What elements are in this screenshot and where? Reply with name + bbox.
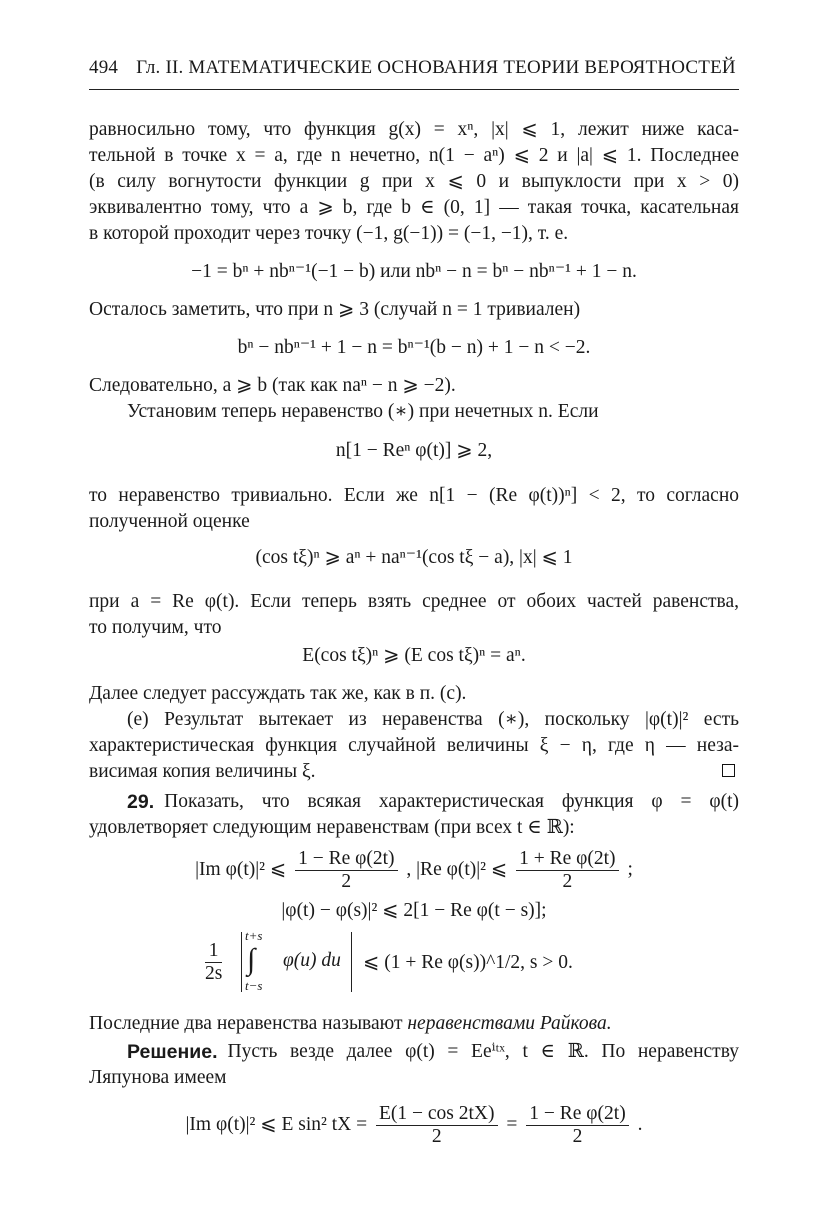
equals-sign: = [506,1114,518,1135]
fraction [295,848,397,893]
text-line: Следовательно, a ⩾ b (так как naⁿ − n ⩾ −2). [89,375,456,396]
qed-square-icon [722,764,735,777]
abs-bar-left [241,932,242,992]
running-header [89,57,739,79]
equation-estimate: bⁿ − nbⁿ⁻¹ + 1 − n = bⁿ⁻¹(b − n) + 1 − n < −2. [237,337,591,358]
equation-expectation: E(cos tξ)ⁿ ⩾ (E cos tξ)ⁿ = aⁿ. [302,645,526,666]
equation-tangent: −1 = bⁿ + nbⁿ⁻¹(−1 − b) или nbⁿ − n = bⁿ − nbⁿ⁻¹ + 1 − n. [191,261,637,282]
text-line: полученной оценке [89,511,250,532]
denominator: 2 [431,1126,442,1148]
text-line: характеристическая функция случайной величины ξ − η, где η — неза- [89,735,739,756]
equation-condition: n[1 − Reⁿ φ(t)] ⩾ 2, [335,440,493,461]
fraction [526,1103,628,1148]
numerator: 1 [205,940,222,963]
text-line: в которой проходит через точку (−1, g(−1)) = (−1, −1), т. е. [89,223,569,244]
inequality-difference: |φ(t) − φ(s)|² ⩽ 2[1 − Re φ(t − s)]; [281,900,547,921]
problem-number: 29. [127,791,155,813]
text-line: равносильно тому, что функция g(x) = xⁿ, |x| ⩽ 1, лежит ниже каса- [89,119,739,140]
inequality-lyapunov [89,1100,739,1150]
text-line: Ляпунова имеем [89,1067,227,1088]
equation-cosine: (cos tξ)ⁿ ⩾ aⁿ + naⁿ⁻¹(cos tξ − a), |x| ⩽ 1 [255,547,573,568]
text-line: удовлетворяет следующим неравенствам (при всех t ∈ ℝ): [89,817,575,838]
text-line: Далее следует рассуждать так же, как в п. (c). [89,683,467,704]
header-rule [89,89,739,90]
raikov-emphasis: неравенствами Райкова. [407,1013,612,1034]
numerator: 1 + Re φ(2t) [516,848,618,871]
text-line: тельной в точке x = a, где n нечетно, n(1 − aⁿ) ⩽ 2 и |a| ⩽ 1. Последнее [89,145,739,166]
running-title: Гл. II. МАТЕМАТИЧЕСКИЕ ОСНОВАНИЯ ТЕОРИИ ВЕРОЯТНОСТЕЙ [136,57,736,78]
ineq-end: ; [627,859,633,880]
denominator: 2s [205,963,223,984]
denominator: 2 [572,1126,583,1148]
ineq-end: . [637,1114,643,1135]
denominator: 2 [341,871,352,893]
integrand: φ(u) du [283,950,341,971]
denominator: 2 [562,871,573,893]
integral-lower-limit: t−s [245,978,263,993]
numerator: 1 − Re φ(2t) [295,848,397,871]
ineq-middle: , |Re φ(t)|² ⩽ [406,859,508,880]
text-line: висимая копия величины ξ. [89,761,316,782]
fraction [376,1103,498,1148]
text-line: то получим, что [89,617,222,638]
abs-bar-right [351,932,352,992]
text-line: при a = Re φ(t). Если теперь взять среднее от обоих частей равенства, [89,591,739,612]
numerator: E(1 − cos 2tX) [376,1103,498,1126]
fraction [205,940,222,985]
raikov-line [89,1011,739,1037]
text-line: то неравенство тривиально. Если же n[1 − (Re φ(t))ⁿ] < 2, то согласно [89,485,739,506]
solution-label: Решение. [127,1041,218,1063]
raikov-prefix: Последние два неравенства называют [89,1013,403,1034]
solution-line [127,1039,739,1065]
ineq-left: |Im φ(t)|² ⩽ [195,859,287,880]
inequality-raikov-integral [205,928,625,998]
ineq-right: ⩽ (1 + Re φ(s))^1/2, s > 0. [363,952,573,973]
integral-upper-limit: t+s [245,928,263,943]
solution-text: Пусть везде далее φ(t) = Eeⁱᵗˣ, t ∈ ℝ. По неравенству [227,1041,739,1062]
text-line: Установим теперь неравенство (∗) при нечетных n. Если [127,401,599,422]
problem-text: Показать, что всякая характеристическая функция φ = φ(t) [164,791,739,812]
page-number: 494 [89,57,119,78]
inequality-im-re [89,845,739,895]
problem-statement-line [127,789,739,815]
integral-sign: ∫ [247,943,256,976]
text-line: (в силу вогнутости функции g при x ⩽ 0 и выпуклости при x > 0) [89,171,739,192]
fraction [516,848,618,893]
ineq-left: |Im φ(t)|² ⩽ E sin² tX = [185,1114,368,1135]
text-line: эквивалентно тому, что a ⩾ b, где b ∈ (0, 1] — такая точка, касательная [89,197,739,218]
numerator: 1 − Re φ(2t) [526,1103,628,1126]
text-line: (e) Результат вытекает из неравенства (∗), поскольку |φ(t)|² есть [127,709,739,730]
text-line: Осталось заметить, что при n ⩾ 3 (случай n = 1 тривиален) [89,299,581,320]
